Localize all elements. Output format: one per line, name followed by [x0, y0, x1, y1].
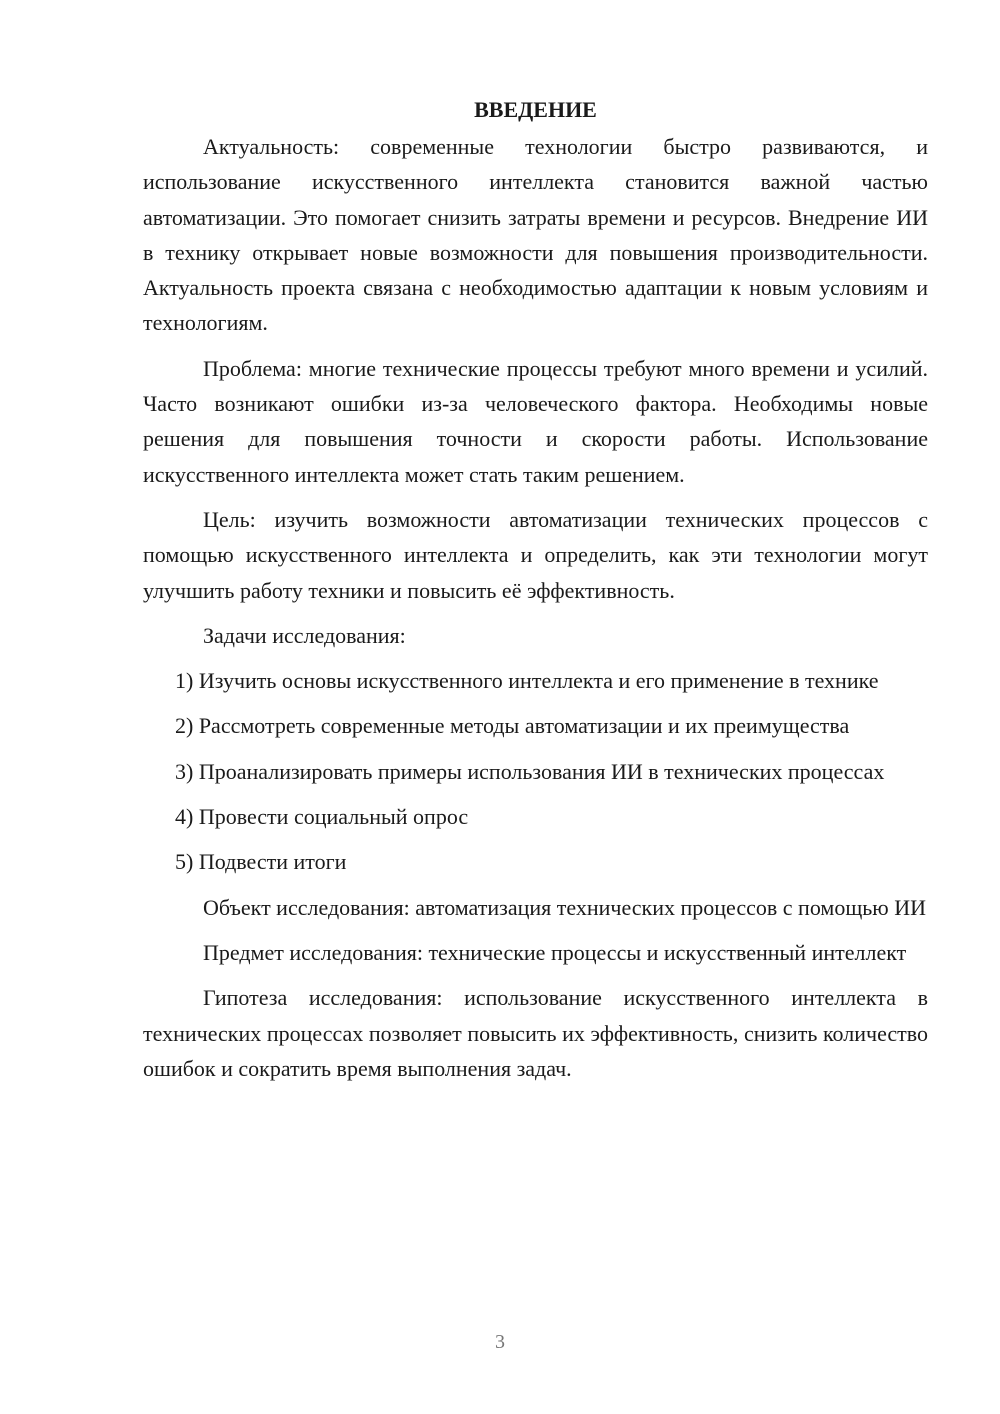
problem-paragraph: Проблема: многие технические процессы требуют много времени и усилий. Часто возникают ошибки из-за человеческого фактора. Необходимы новые решения для повышения точности и скорости работы. Использование искусственного интеллекта может стать таким решением. — [143, 355, 928, 487]
task-item: 1) Изучить основы искусственного интеллекта и его применение в технике — [175, 668, 879, 694]
task-item: 2) Рассмотреть современные методы автоматизации и их преимущества — [175, 713, 850, 739]
tasks-title: Задачи исследования: — [203, 622, 406, 648]
goal-paragraph: Цель: изучить возможности автоматизации технических процессов с помощью искусственного интеллекта и определить, как эти технологии могут улучшить работу техники и повысить её эффективность. — [143, 506, 928, 603]
hypothesis-paragraph: Гипотеза исследования: использование искусственного интеллекта в технических процессах позволяет повысить их эффективность, снизить количество ошибок и сократить время выполнения задач. — [143, 985, 928, 1081]
task-item: 4) Провести социальный опрос — [175, 804, 469, 830]
object-paragraph: Объект исследования: автоматизация технических процессов с помощью ИИ — [203, 894, 927, 920]
page-title: ВВЕДЕНИЕ — [474, 97, 597, 122]
document-page — [143, 92, 928, 1086]
page-number: 3 — [495, 1331, 505, 1353]
subject-paragraph: Предмет исследования: технические процессы и искусственный интеллект — [203, 939, 907, 965]
relevance-paragraph: Актуальность: современные технологии быстро развиваются, и использование искусственного интеллекта становится важной частью автоматизации. Это помогает снизить затраты времени и ресурсов. Внедрение ИИ в технику открывает новые возможности для повышения производительности. Актуальность проекта связана с необходимостью адаптации к новым условиям и технологиям. — [143, 134, 928, 336]
task-item: 3) Проанализировать примеры использования ИИ в технических процессах — [175, 758, 885, 784]
task-item: 5) Подвести итоги — [175, 849, 347, 875]
